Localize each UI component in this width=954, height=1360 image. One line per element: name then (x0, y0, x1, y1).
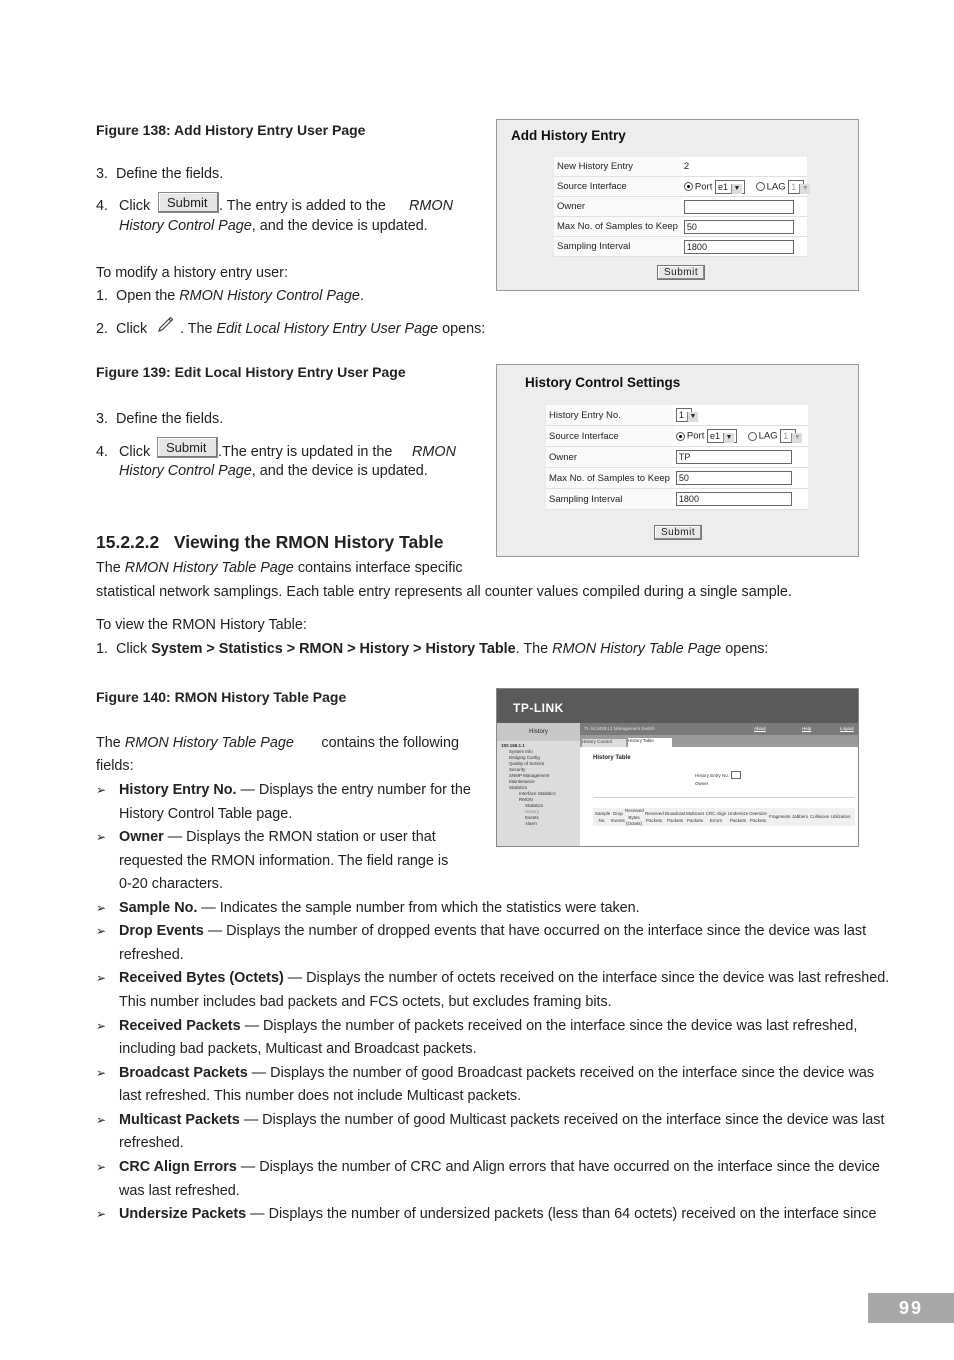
lag-label: LAG (766, 181, 786, 193)
port-select[interactable]: e1 ▼ (707, 429, 737, 443)
field-item: History Entry No. — Displays the entry number for the (119, 782, 471, 798)
port-radio[interactable] (684, 182, 693, 191)
panel-title: History Control Settings (525, 375, 681, 390)
field-item: Multicast Packets — Displays the number of good Multicast packets received on the interface since the device was last (119, 1112, 885, 1128)
field-item: Sample No. — Indicates the sample number from which the statistics were taken. (119, 900, 640, 916)
form-label: Max No. of Samples to Keep (546, 468, 673, 489)
history-table-header (593, 808, 855, 826)
fig139-rmon: RMON (412, 444, 456, 460)
form-label: Sampling Interval (546, 489, 673, 510)
tree-item[interactable]: History (525, 809, 540, 814)
form-label: Max No. of Samples to Keep (554, 217, 681, 237)
port-label: Port (686, 430, 705, 442)
page-title: History Table (593, 755, 631, 761)
rmon-history-table-screenshot (496, 688, 859, 847)
fig138-step3: 3. Define the fields. (96, 166, 224, 182)
column-header: Multicast Packets (686, 811, 704, 823)
fig138-step4-click: Click (119, 198, 151, 214)
bullet-arrow-icon: ➢ (96, 783, 107, 797)
field-item: Received Bytes (Octets) — Displays the number of octets received on the interface since the device was last refreshed. (119, 970, 890, 986)
fig139-step4-line2: History Control Page, and the device is updated. (119, 463, 428, 479)
tree-item[interactable]: System Info (509, 749, 533, 754)
field-item-cont: refreshed. (119, 1135, 184, 1151)
view-step: 1. Click System > Statistics > RMON > History > History Table. The RMON History Table Page opens: (96, 641, 769, 657)
source-interface-controls (673, 426, 808, 447)
entry-select[interactable] (731, 771, 741, 779)
field-item-cont: History Control Table page. (119, 806, 293, 822)
about-link[interactable]: About (754, 726, 766, 731)
tree-item[interactable]: SNMP Management (509, 773, 550, 778)
entry-label: History Entry No. (695, 773, 730, 778)
tree-item[interactable]: Statistics (525, 803, 544, 808)
lag-label: LAG (758, 430, 778, 442)
tree-item[interactable]: Quality of Service (509, 761, 545, 766)
form-table (554, 157, 807, 257)
section-heading: 15.2.2.2 Viewing the RMON History Table (96, 532, 444, 552)
tp-header (497, 689, 858, 723)
form-label: Owner (546, 447, 673, 468)
section-p1-line2: statistical network samplings. Each table entry represents all counter values compiled during a single sample. (96, 584, 792, 600)
field-item-cont: including bad packets, Multicast and Broadcast packets. (119, 1041, 477, 1057)
figure-139-caption: Figure 139: Edit Local History Entry User Page (96, 364, 406, 380)
tree-item[interactable]: RMON (519, 797, 533, 802)
fig140-intro: The RMON History Table Page contains the following (96, 735, 459, 751)
field-item: Undersize Packets — Displays the number of undersized packets (less than 64 octets) received on the interface since (119, 1206, 877, 1222)
page-number: 99 (868, 1293, 954, 1323)
field-item: Broadcast Packets — Displays the number of good Broadcast packets received on the interface since the device was (119, 1065, 875, 1081)
form-label: New History Entry (554, 157, 681, 177)
bullet-arrow-icon: ➢ (96, 1160, 107, 1174)
chevron-down-icon: ▼ (791, 433, 802, 443)
history-control-settings-screenshot (496, 364, 859, 557)
tree-item[interactable]: Security (509, 767, 526, 772)
column-header: Undersize Packets (728, 811, 749, 823)
bullet-arrow-icon: ➢ (96, 830, 107, 844)
tab-history-table[interactable]: History Table (628, 738, 672, 747)
tree-item[interactable]: Alarm (525, 821, 537, 826)
source-interface-controls (681, 177, 807, 197)
logout-link[interactable]: Logout (840, 726, 854, 731)
view-intro: To view the RMON History Table: (96, 617, 307, 633)
sampling-interval-field[interactable]: 1800 (676, 492, 792, 506)
tab-history-control[interactable]: History Control (582, 739, 626, 747)
fig138-step4-num: 4. (96, 198, 109, 214)
tp-link-logo: TP-LINK (513, 701, 564, 715)
lag-radio[interactable] (756, 182, 765, 191)
bullet-arrow-icon: ➢ (96, 1019, 107, 1033)
chevron-down-icon: ▼ (799, 184, 810, 194)
field-item-cont: This number includes bad packets and FCS octets, but excludes framing bits. (119, 994, 612, 1010)
tree-item[interactable]: Maintenance (509, 779, 535, 784)
modify-step2-rest: . The Edit Local History Entry User Page opens: (180, 321, 486, 337)
port-label: Port (694, 181, 713, 193)
bullet-arrow-icon: ➢ (96, 1066, 107, 1080)
fig139-step4-rest: .The entry is updated in the (218, 444, 393, 460)
modify-intro: To modify a history entry user: (96, 265, 288, 281)
field-item: Owner — Displays the RMON station or user that (119, 829, 436, 845)
chevron-down-icon: ▼ (723, 433, 734, 443)
new-history-entry-value: 2 (681, 157, 807, 177)
tree-item[interactable]: 192.168.1.1 (501, 743, 525, 748)
figure-138-caption: Figure 138: Add History Entry User Page (96, 122, 366, 138)
column-header: Collisions (810, 814, 830, 819)
help-link[interactable]: Help (802, 726, 812, 731)
form-label: Source Interface (546, 426, 673, 447)
column-header: Broadcast Packets (665, 811, 686, 823)
form-label: History Entry No. (546, 405, 673, 426)
max-samples-field[interactable]: 50 (684, 220, 794, 234)
fig138-step4-line2: History Control Page, and the device is updated. (119, 218, 428, 234)
bullet-arrow-icon: ➢ (96, 1207, 107, 1221)
bullet-arrow-icon: ➢ (96, 924, 107, 938)
chevron-down-icon: ▼ (731, 184, 742, 194)
field-item: CRC Align Errors — Displays the number of CRC and Align errors that have occurred on the interface since the device (119, 1159, 880, 1175)
owner-field[interactable] (684, 200, 794, 214)
tree-item[interactable]: Events (525, 815, 539, 820)
submit-button-image: Submit (157, 437, 218, 458)
modify-step1: 1. Open the RMON History Control Page. (96, 288, 364, 304)
field-item-cont: requested the RMON information. The field range is (119, 853, 449, 869)
owner-label: Owner (695, 781, 709, 786)
edit-pencil-icon (157, 314, 175, 332)
tree-item[interactable]: Statistics (509, 785, 528, 790)
submit-button[interactable]: Submit (657, 265, 705, 280)
column-header: Sample No. (595, 811, 611, 823)
port-select[interactable]: e1 ▼ (715, 180, 745, 194)
modify-step2-pre: 2. Click (96, 321, 148, 337)
max-samples-field[interactable]: 50 (676, 471, 792, 485)
owner-field[interactable]: TP (676, 450, 792, 464)
lag-select[interactable]: 1 ▼ (788, 180, 804, 194)
form-label: Owner (554, 197, 681, 217)
field-item-cont: was last refreshed. (119, 1183, 240, 1199)
bullet-arrow-icon: ➢ (96, 901, 107, 915)
submit-button-image: Submit (158, 192, 219, 213)
sidebar-title: History (497, 723, 580, 741)
lag-radio[interactable] (748, 432, 757, 441)
column-header: Utilization (831, 814, 851, 819)
form-table (546, 405, 808, 510)
panel-title: Add History Entry (511, 128, 626, 143)
field-item: Drop Events — Displays the number of dropped events that have occurred on the interface since the device was last (119, 923, 867, 939)
column-header: Fragments (769, 814, 791, 819)
form-label: Source Interface (554, 177, 681, 197)
tp-tab-bar (580, 735, 858, 747)
column-header: Drop Events (611, 811, 625, 823)
sampling-interval-field[interactable]: 1800 (684, 240, 794, 254)
fig140-intro-line2: fields: (96, 758, 134, 774)
tree-item[interactable]: Interface Statistics (519, 791, 556, 796)
tp-sidebar (497, 723, 580, 846)
divider (593, 797, 855, 798)
add-history-entry-screenshot (496, 119, 859, 291)
fig138-rmon: RMON (409, 198, 453, 214)
tree-item[interactable]: Bridging Config (509, 755, 540, 760)
field-item-cont: last refreshed. This number does not include Multicast packets. (119, 1088, 522, 1104)
history-entry-select[interactable]: 1 ▼ (676, 408, 692, 422)
tp-product-bar (580, 723, 858, 735)
lag-select[interactable]: 1 ▼ (780, 429, 796, 443)
port-radio[interactable] (676, 432, 685, 441)
fig139-step3: 3. Define the fields. (96, 411, 224, 427)
form-label: Sampling Interval (554, 237, 681, 257)
field-item: Received Packets — Displays the number of packets received on the interface since the device was last refreshed, (119, 1018, 858, 1034)
fig139-step4-num: 4. (96, 444, 109, 460)
field-item-cont: refreshed. (119, 947, 184, 963)
column-header: Oversize Packets (749, 811, 767, 823)
product-name: TL-SL3428 L2 Management Switch (584, 726, 655, 731)
section-p1: The RMON History Table Page contains interface specific (96, 560, 463, 576)
bullet-arrow-icon: ➢ (96, 1113, 107, 1127)
column-header: Jabbers (792, 814, 809, 819)
fig139-step4-click: Click (119, 444, 151, 460)
field-item-cont: 0-20 characters. (119, 876, 223, 892)
figure-140-caption: Figure 140: RMON History Table Page (96, 689, 347, 705)
fig138-step4-rest: . The entry is added to the (219, 198, 386, 214)
submit-button[interactable]: Submit (654, 525, 702, 540)
column-header: CRC Align Errors (705, 811, 727, 823)
column-header: Received Bytes (Octets) (625, 808, 644, 826)
column-header: Received Packets (645, 811, 664, 823)
chevron-down-icon: ▼ (687, 412, 698, 422)
bullet-arrow-icon: ➢ (96, 971, 107, 985)
